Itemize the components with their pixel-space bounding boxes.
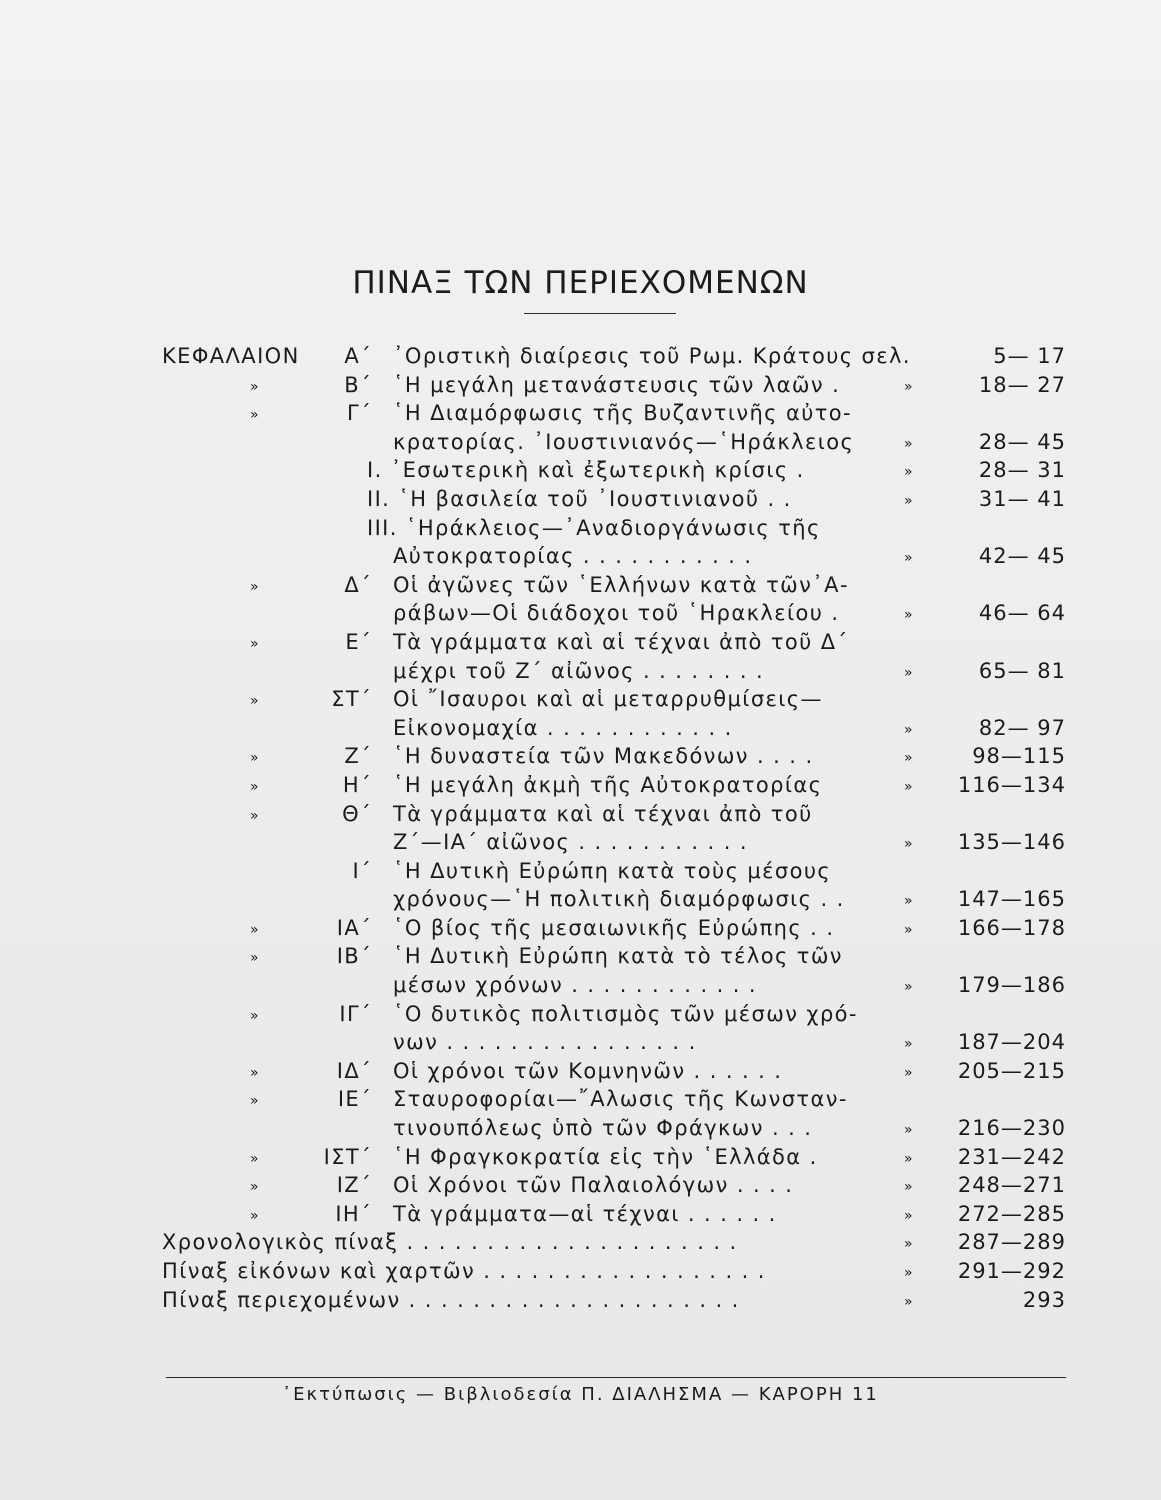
toc-row xyxy=(0,630,1161,659)
ditto-mark: » xyxy=(904,550,914,567)
chapter-number: Δ΄ xyxy=(344,572,372,597)
ditto-mark: » xyxy=(904,607,914,624)
chapter-title: ῾Η Φραγκοκρατία εἰς τὴν ῾Ελλάδα . xyxy=(393,1144,818,1169)
chapter-number: ΙΒ΄ xyxy=(336,944,372,969)
ditto-mark: » xyxy=(904,893,914,910)
ditto-mark: » xyxy=(904,1150,914,1167)
chapter-title: κρατορίας. ᾿Ιουστινιανός—῾Ηράκλειος xyxy=(393,429,855,454)
page-range: 82— 97 xyxy=(978,715,1066,740)
chapter-title: ῾Η Δυτικὴ Εὐρώπη κατὰ τὸ τέλος τῶν xyxy=(393,944,843,969)
toc-row xyxy=(0,716,1161,745)
toc-row xyxy=(0,601,1161,630)
toc-row xyxy=(0,1030,1161,1059)
ditto-mark: » xyxy=(250,578,260,595)
chapter-title: ᾿Οριστικὴ διαίρεσις τοῦ Ρωμ. Κράτους σελ. xyxy=(393,344,911,368)
ditto-mark: » xyxy=(904,921,914,938)
page-range: 28— 45 xyxy=(978,429,1066,454)
ditto-mark: » xyxy=(904,1064,914,1081)
toc-row xyxy=(0,773,1161,802)
chapter-number: ΣΤ΄ xyxy=(331,687,372,712)
footer-rule xyxy=(166,1377,1066,1378)
page-range: 147—165 xyxy=(957,887,1066,912)
toc-row xyxy=(0,944,1161,973)
page-range: 231—242 xyxy=(957,1144,1066,1169)
ditto-mark: » xyxy=(250,750,260,767)
page-range: 216—230 xyxy=(957,1116,1066,1141)
appendix-row xyxy=(0,1230,1161,1259)
toc-row xyxy=(0,401,1161,430)
toc-row xyxy=(0,973,1161,1002)
chapter-title: Σταυροφορίαι—῎Αλωσις τῆς Κωνσταν- xyxy=(393,1087,848,1112)
toc-row xyxy=(0,544,1161,573)
toc-row xyxy=(0,1202,1161,1231)
ditto-mark: » xyxy=(904,750,914,767)
chapter-title: νων . . . . . . . . . . . . . . . . xyxy=(393,1030,697,1055)
page-range: 116—134 xyxy=(957,772,1066,797)
ditto-mark: » xyxy=(250,921,260,938)
toc-row xyxy=(0,802,1161,831)
page-range: 5— 17 xyxy=(993,344,1066,368)
chapter-number: ΙΓ΄ xyxy=(339,1001,372,1026)
chapter-title: Οἱ Χρόνοι τῶν Παλαιολόγων . . . . xyxy=(393,1173,794,1198)
page-range: 293 xyxy=(1022,1287,1066,1312)
chapter-number: ΙΕ΄ xyxy=(337,1087,372,1112)
toc-row xyxy=(0,344,1161,373)
chapter-number: Θ΄ xyxy=(342,801,372,826)
ditto-mark: » xyxy=(250,807,260,824)
toc-row xyxy=(0,916,1161,945)
appendix-row xyxy=(0,1259,1161,1288)
chapter-title: μέχρι τοῦ Ζ΄ αἰῶνος . . . . . . . . xyxy=(393,658,765,683)
appendix-title: Πίναξ εἰκόνων καὶ χαρτῶν . . . . . . . . . . . . . . . . . . xyxy=(162,1259,766,1283)
page-range: 65— 81 xyxy=(978,658,1066,683)
page-range: 135—146 xyxy=(957,830,1066,855)
chapter-title: ῾Η μεγάλη μετανάστευσις τῶν λαῶν . xyxy=(393,372,841,397)
chapter-title: ῾Ο δυτικὸς πολιτισμὸς τῶν μέσων χρό- xyxy=(393,1001,858,1026)
chapter-title: τινουπόλεως ὑπὸ τῶν Φράγκων . . . xyxy=(393,1116,813,1141)
chapter-title: ῾Η Δυτικὴ Εὐρώπη κατὰ τοὺς μέσους xyxy=(393,858,832,883)
toc-row xyxy=(0,573,1161,602)
chapter-title: Οἱ ἀγῶνες τῶν ῾Ελλήνων κατὰ τῶν᾿Α- xyxy=(393,572,849,597)
title-underline xyxy=(524,313,676,314)
chapter-title: ράβων—Οἱ διάδοχοι τοῦ ῾Ηρακλείου . xyxy=(393,601,840,626)
toc-row xyxy=(0,1059,1161,1088)
printer-imprint: ᾿Εκτύπωσις — Βιβλιοδεσία Π. ΔΙΑΛΗΣΜΑ — ΚΑΡΟΡΗ 11 xyxy=(282,1384,879,1405)
ditto-mark: » xyxy=(904,1293,914,1310)
page-range: 28— 31 xyxy=(978,458,1066,483)
ditto-mark: » xyxy=(250,1207,260,1224)
ditto-mark: » xyxy=(904,721,914,738)
chapter-title: Αὐτοκρατορίας . . . . . . . . . . . xyxy=(393,544,753,569)
chapter-number: Ι΄ xyxy=(352,858,372,883)
ditto-mark: » xyxy=(904,1179,914,1196)
chapter-number: Γ΄ xyxy=(347,401,372,426)
chapter-title: Οἱ ῎Ισαυροι καὶ αἱ μεταρρυθμίσεις— xyxy=(393,687,823,712)
appendix-title: Χρονολογικὸς πίναξ . . . . . . . . . . . . . . . . . . . . . xyxy=(162,1230,738,1255)
chapter-number: ΙΖ΄ xyxy=(336,1173,372,1198)
page-range: 46— 64 xyxy=(978,601,1066,626)
ditto-mark: » xyxy=(904,1122,914,1139)
chapter-title: Τὰ γράμματα καὶ αἱ τέχναι ἀπὸ τοῦ Δ΄ xyxy=(393,629,849,654)
page-title: ΠΙΝΑΞ ΤΩΝ ΠΕΡΙΕΧΟΜΕΝΩΝ xyxy=(352,264,809,301)
chapter-number: ΙΣΤ΄ xyxy=(323,1144,372,1169)
toc-row xyxy=(0,430,1161,459)
ditto-mark: » xyxy=(250,693,260,710)
ditto-mark: » xyxy=(250,378,260,395)
toc-row xyxy=(0,516,1161,545)
ditto-mark: » xyxy=(250,1007,260,1024)
ditto-mark: » xyxy=(904,378,914,395)
chapter-number: Β΄ xyxy=(344,372,372,397)
ditto-mark: » xyxy=(904,1036,914,1053)
ditto-mark: » xyxy=(904,1207,914,1224)
page-range: 248—271 xyxy=(957,1173,1066,1198)
toc-row xyxy=(0,659,1161,688)
page-range: 272—285 xyxy=(957,1201,1066,1226)
chapter-title: μέσων χρόνων . . . . . . . . . . . . xyxy=(393,973,757,998)
chapter-number: ΙΗ΄ xyxy=(335,1201,372,1226)
ditto-mark: » xyxy=(904,836,914,853)
toc-row xyxy=(0,1002,1161,1031)
ditto-mark: » xyxy=(904,1265,914,1281)
chapter-title: ῾Η Διαμόρφωσις τῆς Βυζαντινῆς αὐτο- xyxy=(393,401,853,426)
chapter-title: ΙΙ. ῾Η βασιλεία τοῦ ᾿Ιουστινιανοῦ . . xyxy=(367,486,792,511)
chapter-number: ΙΑ΄ xyxy=(336,915,372,940)
page-range: 205—215 xyxy=(957,1058,1066,1083)
toc-row xyxy=(0,458,1161,487)
ditto-mark: » xyxy=(904,778,914,795)
chapter-number: Η΄ xyxy=(342,772,372,797)
page-range: 187—204 xyxy=(957,1030,1066,1055)
page-range: 179—186 xyxy=(957,973,1066,998)
toc-row xyxy=(0,487,1161,516)
chapter-title: ῾Η μεγάλη ἀκμὴ τῆς Αὐτοκρατορίας xyxy=(393,772,823,797)
chapter-title: Ζ΄—ΙΑ΄ αἰῶνος . . . . . . . . . . . xyxy=(393,830,748,855)
chapter-number: Ε΄ xyxy=(345,629,372,654)
ditto-mark: » xyxy=(250,1179,260,1196)
toc-row xyxy=(0,830,1161,859)
chapter-title: Ι. ᾿Εσωτερικὴ καὶ ἐξωτερικὴ κρίσις . xyxy=(367,458,805,483)
page-range: 42— 45 xyxy=(978,544,1066,569)
chapter-number: Ζ΄ xyxy=(344,744,372,769)
appendix-row xyxy=(0,1288,1161,1317)
ditto-mark: » xyxy=(250,1064,260,1081)
ditto-mark: » xyxy=(250,778,260,795)
toc-row xyxy=(0,1145,1161,1174)
chapter-title: ῾Ο βίος τῆς μεσαιωνικῆς Εὐρώπης . . xyxy=(393,915,835,940)
toc-row xyxy=(0,744,1161,773)
ditto-mark: » xyxy=(250,1093,260,1110)
chapter-heading-label: ΚΕΦΑΛΑΙΟΝ xyxy=(162,344,300,368)
page-range: 31— 41 xyxy=(978,486,1066,511)
chapter-title: Τὰ γράμματα καὶ αἱ τέχναι ἀπὸ τοῦ xyxy=(393,801,813,826)
chapter-title: χρόνους—῾Η πολιτικὴ διαμόρφωσις . . xyxy=(393,887,845,912)
chapter-number: Α΄ xyxy=(344,344,372,368)
page-range: 166—178 xyxy=(957,915,1066,940)
ditto-mark: » xyxy=(904,492,914,509)
appendix-title: Πίναξ περιεχομένων . . . . . . . . . . . . . . . . . . . . . xyxy=(162,1287,740,1312)
toc-row xyxy=(0,1087,1161,1116)
chapter-title: ΙΙΙ. ῾Ηράκλειος—᾿Αναδιοργάνωσις τῆς xyxy=(367,515,821,540)
ditto-mark: » xyxy=(904,664,914,681)
page-range: 287—289 xyxy=(957,1230,1066,1255)
ditto-mark: » xyxy=(904,464,914,481)
chapter-title: Οἱ χρόνοι τῶν Κομνηνῶν . . . . . . xyxy=(393,1058,783,1083)
toc-row xyxy=(0,373,1161,402)
toc-row xyxy=(0,687,1161,716)
page-range: 291—292 xyxy=(957,1259,1066,1283)
chapter-title: ῾Η δυναστεία τῶν Μακεδόνων . . . . xyxy=(393,744,814,769)
ditto-mark: » xyxy=(904,1236,914,1253)
toc-row xyxy=(0,859,1161,888)
chapter-title: Τὰ γράμματα—αἱ τέχναι . . . . . . xyxy=(393,1201,777,1226)
toc-row xyxy=(0,1173,1161,1202)
ditto-mark: » xyxy=(250,1150,260,1167)
page-range: 98—115 xyxy=(972,744,1066,769)
table-of-contents xyxy=(0,344,1161,1316)
ditto-mark: » xyxy=(904,979,914,996)
toc-row xyxy=(0,1116,1161,1145)
page-range: 18— 27 xyxy=(978,372,1066,397)
chapter-title: Εἰκονομαχία . . . . . . . . . . . . xyxy=(393,715,733,740)
toc-row xyxy=(0,887,1161,916)
ditto-mark: » xyxy=(250,950,260,967)
ditto-mark: » xyxy=(904,435,914,452)
ditto-mark: » xyxy=(250,407,260,424)
chapter-number: ΙΔ΄ xyxy=(336,1058,372,1083)
ditto-mark: » xyxy=(250,635,260,652)
